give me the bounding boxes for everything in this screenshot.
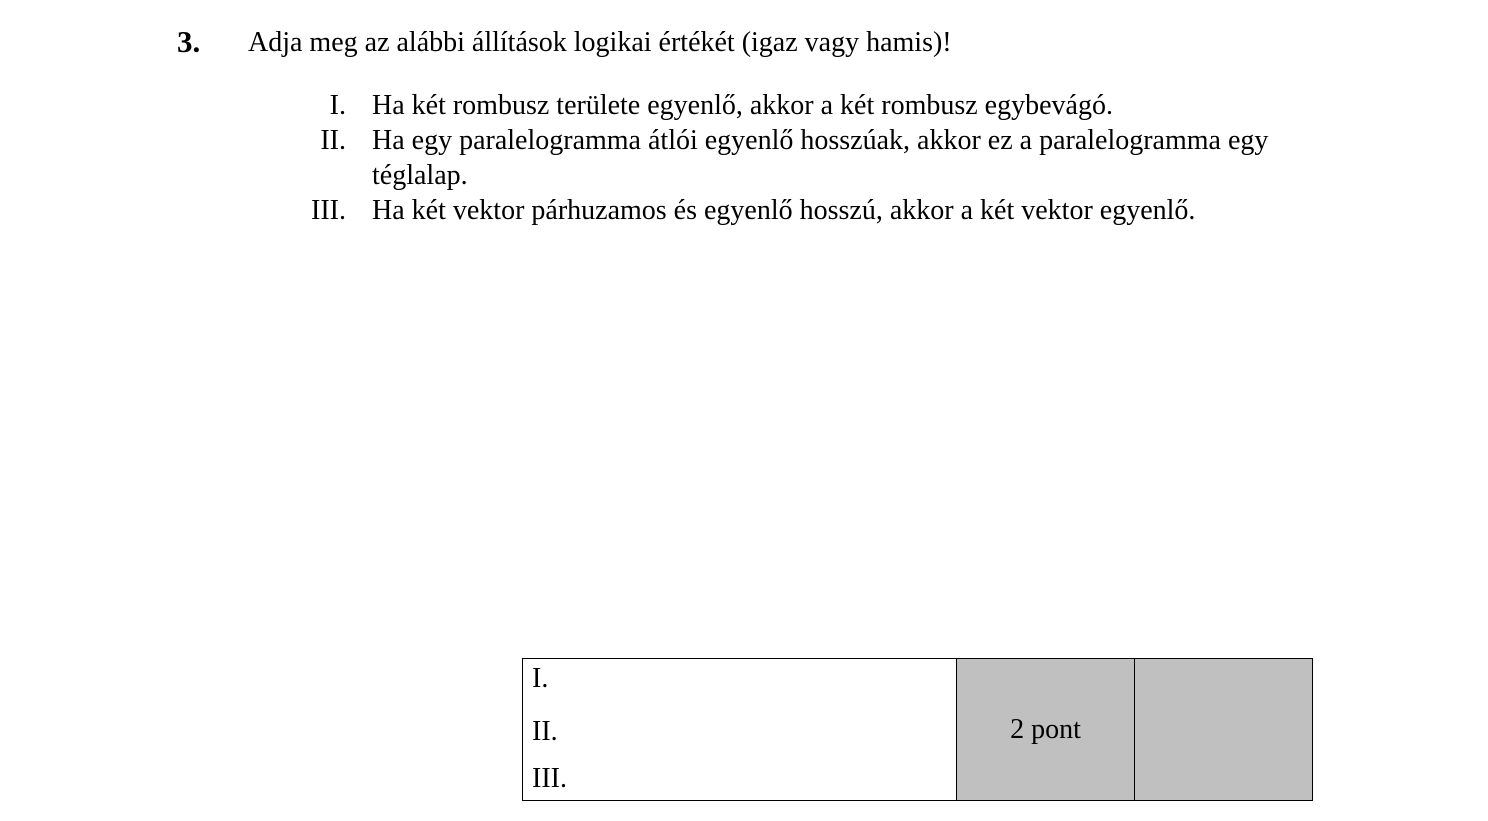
task-number: 3.: [177, 24, 201, 59]
statement-list: [290, 88, 1290, 228]
statement-text: Ha két rombusz területe egyenlő, akkor a két rombusz egybevágó.: [372, 90, 1113, 121]
answer-row-label: I.: [532, 663, 549, 694]
statement-text: Ha két vektor párhuzamos és egyenlő hosszú, akkor a két vektor egyenlő.: [372, 195, 1196, 226]
answer-table: [522, 658, 1313, 801]
statement-numeral: I.: [329, 90, 346, 121]
points-label: 2 pont: [1010, 713, 1081, 745]
points-cell: [957, 659, 1135, 801]
statement-item: [290, 193, 1290, 228]
answer-row-label: II.: [532, 716, 558, 747]
task-instruction: Adja meg az alábbi állítások logikai értékét (igaz vagy hamis)!: [248, 27, 952, 58]
statement-numeral: III.: [311, 195, 346, 226]
statement-item: [290, 123, 1290, 193]
statement-text: Ha egy paralelogramma átlói egyenlő hosszúak, akkor ez a paralelogramma egy téglalap.: [372, 125, 1269, 191]
answer-cell[interactable]: [523, 659, 957, 801]
statement-item: [290, 88, 1290, 123]
statement-numeral: II.: [320, 125, 346, 156]
answer-row-label: III.: [532, 763, 567, 794]
score-cell: [1135, 659, 1313, 801]
